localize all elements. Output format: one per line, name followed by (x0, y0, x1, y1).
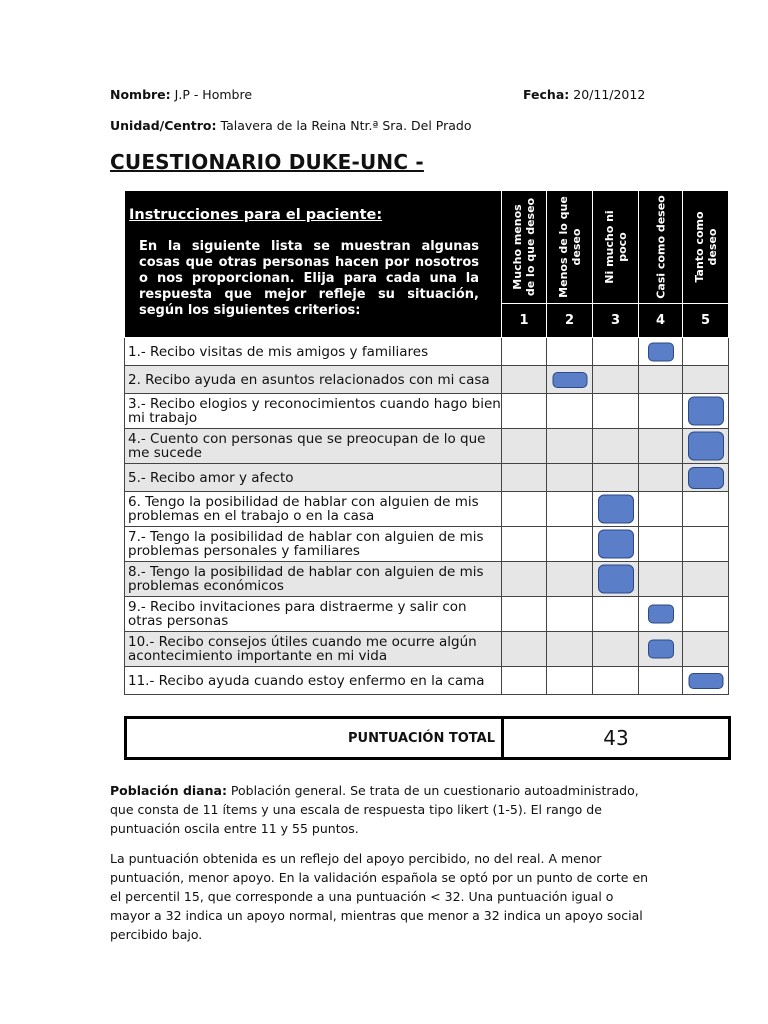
answer-cell[interactable] (547, 632, 593, 667)
answer-cell[interactable] (502, 527, 547, 562)
selected-answer-mark (648, 605, 674, 624)
column-number: 2 (547, 304, 593, 338)
answer-cell[interactable] (502, 597, 547, 632)
answer-cell[interactable] (547, 366, 593, 394)
answer-cell[interactable] (593, 394, 639, 429)
answer-cell[interactable] (639, 429, 683, 464)
answer-cell[interactable] (547, 394, 593, 429)
poblacion-label: Población diana: (110, 783, 227, 798)
unidad-label: Unidad/Centro: (110, 118, 217, 133)
table-row (125, 492, 729, 527)
answer-cell[interactable] (502, 366, 547, 394)
column-header: Casi como deseo (639, 191, 683, 304)
selected-answer-mark (688, 397, 724, 426)
answer-cell[interactable] (639, 597, 683, 632)
item-text: 1.- Recibo visitas de mis amigos y familiares (125, 338, 502, 366)
answer-cell[interactable] (683, 562, 729, 597)
answer-cell[interactable] (639, 464, 683, 492)
answer-cell[interactable] (683, 632, 729, 667)
answer-cell[interactable] (593, 632, 639, 667)
selected-answer-mark (648, 640, 674, 659)
item-text: 3.- Recibo elogios y reconocimientos cuando hago bien mi trabajo (125, 394, 502, 429)
answer-cell[interactable] (683, 394, 729, 429)
answer-cell[interactable] (502, 667, 547, 695)
fecha-line (523, 87, 645, 102)
item-text: 4.- Cuento con personas que se preocupan de lo que me sucede (125, 429, 502, 464)
answer-cell[interactable] (502, 394, 547, 429)
answer-cell[interactable] (502, 338, 547, 366)
answer-cell[interactable] (683, 464, 729, 492)
instructions-title: Instrucciones para el paciente: (129, 207, 383, 223)
column-header: Menos de lo que deseo (547, 191, 593, 304)
item-text: 10.- Recibo consejos útiles cuando me ocurre algún acontecimiento importante en mi vida (125, 632, 502, 667)
answer-cell[interactable] (683, 667, 729, 695)
answer-cell[interactable] (639, 492, 683, 527)
answer-cell[interactable] (593, 338, 639, 366)
answer-cell[interactable] (683, 492, 729, 527)
answer-cell[interactable] (593, 492, 639, 527)
interpretacion-paragraph: La puntuación obtenida es un reflejo del apoyo percibido, no del real. A menor puntuación, menor apoyo. En la validación española se optó por un punto de corte en el percentil 15, que corresponde a una puntuación < 32. Una puntuación igual o mayor a 32 indica un apoyo normal, mientras que menor a 32 indica un apoyo social percibido bajo. (110, 851, 649, 942)
column-number: 3 (593, 304, 639, 338)
column-header: Ni mucho ni poco (593, 191, 639, 304)
answer-cell[interactable] (639, 632, 683, 667)
column-header: Mucho menos de lo que deseo (502, 191, 547, 304)
table-row (125, 338, 729, 366)
table-row (125, 464, 729, 492)
answer-cell[interactable] (502, 562, 547, 597)
item-text: 5.- Recibo amor y afecto (125, 464, 502, 492)
selected-answer-mark (598, 565, 634, 594)
item-text: 8.- Tengo la posibilidad de hablar con alguien de mis problemas económicos (125, 562, 502, 597)
answer-cell[interactable] (683, 366, 729, 394)
table-row (125, 562, 729, 597)
table-row (125, 632, 729, 667)
answer-cell[interactable] (639, 338, 683, 366)
page-title: CUESTIONARIO DUKE-UNC - (110, 150, 424, 174)
answer-cell[interactable] (593, 667, 639, 695)
column-header: Tanto como deseo (683, 191, 729, 304)
selected-answer-mark (648, 342, 674, 361)
poblacion-text: Población general. Se trata de un cuestionario autoadministrado, que consta de 11 ítems y una escala de respuesta tipo likert (1-5). El rango de puntuación oscila entre 11 y 55 puntos. (110, 783, 639, 836)
item-text: 7.- Tengo la posibilidad de hablar con alguien de mis problemas personales y familiares (125, 527, 502, 562)
answer-cell[interactable] (502, 492, 547, 527)
answer-cell[interactable] (547, 338, 593, 366)
answer-cell[interactable] (547, 562, 593, 597)
answer-cell[interactable] (639, 562, 683, 597)
selected-answer-mark (688, 467, 724, 489)
selected-answer-mark (598, 530, 634, 559)
selected-answer-mark (552, 372, 587, 388)
selected-answer-mark (598, 495, 634, 524)
item-text: 6. Tengo la posibilidad de hablar con alguien de mis problemas en el trabajo o en la casa (125, 492, 502, 527)
item-text: 11.- Recibo ayuda cuando estoy enfermo en la cama (125, 667, 502, 695)
answer-cell[interactable] (683, 527, 729, 562)
answer-cell[interactable] (593, 527, 639, 562)
answer-cell[interactable] (639, 366, 683, 394)
answer-cell[interactable] (683, 338, 729, 366)
answer-cell[interactable] (593, 464, 639, 492)
unidad-value: Talavera de la Reina Ntr.ª Sra. Del Prado (220, 118, 472, 133)
fecha-label: Fecha: (523, 87, 570, 102)
item-text: 9.- Recibo invitaciones para distraerme y salir con otras personas (125, 597, 502, 632)
answer-cell[interactable] (502, 464, 547, 492)
total-table (124, 716, 731, 760)
item-text: 2. Recibo ayuda en asuntos relacionados con mi casa (125, 366, 502, 394)
answer-cell[interactable] (547, 492, 593, 527)
instructions-box (125, 191, 502, 338)
answer-cell[interactable] (639, 527, 683, 562)
answer-cell[interactable] (593, 597, 639, 632)
column-number: 1 (502, 304, 547, 338)
answer-cell[interactable] (593, 366, 639, 394)
answer-cell[interactable] (593, 562, 639, 597)
table-row (125, 429, 729, 464)
answer-cell[interactable] (593, 429, 639, 464)
selected-answer-mark (688, 673, 723, 689)
table-row (125, 366, 729, 394)
answer-cell[interactable] (502, 429, 547, 464)
poblacion-paragraph (110, 781, 655, 838)
unidad-line (110, 118, 472, 133)
answer-cell[interactable] (639, 667, 683, 695)
table-row (125, 667, 729, 695)
questionnaire-table (124, 190, 729, 695)
column-number: 4 (639, 304, 683, 338)
answer-cell[interactable] (547, 597, 593, 632)
fecha-value: 20/11/2012 (573, 87, 646, 102)
column-number: 5 (683, 304, 729, 338)
nombre-value: J.P - Hombre (174, 87, 253, 102)
answer-cell[interactable] (547, 429, 593, 464)
answer-cell[interactable] (683, 597, 729, 632)
answer-cell[interactable] (547, 464, 593, 492)
answer-cell[interactable] (639, 394, 683, 429)
nombre-label: Nombre: (110, 87, 171, 102)
table-row (125, 394, 729, 429)
answer-cell[interactable] (547, 667, 593, 695)
answer-cell[interactable] (502, 632, 547, 667)
instructions-text: En la siguiente lista se muestran algunas cosas que otras personas hacen por nosotros o nos proporcionan. Elija para cada una la respuesta que mejor refleje su situación, según los siguientes criterios: (139, 239, 479, 318)
total-label: PUNTUACIÓN TOTAL (126, 718, 503, 759)
nombre-line (110, 87, 252, 102)
selected-answer-mark (688, 432, 724, 461)
table-row (125, 597, 729, 632)
answer-cell[interactable] (683, 429, 729, 464)
total-value: 43 (503, 718, 730, 759)
table-row (125, 527, 729, 562)
answer-cell[interactable] (547, 527, 593, 562)
